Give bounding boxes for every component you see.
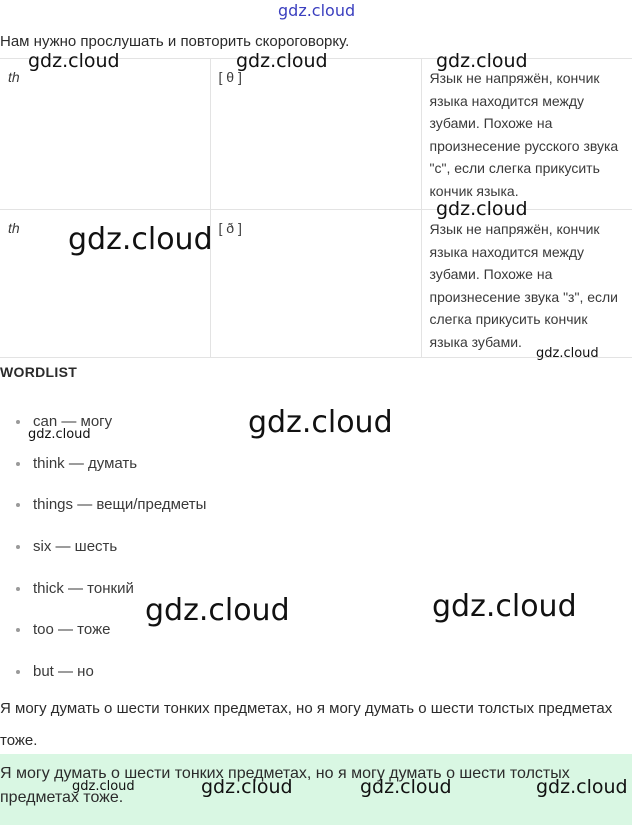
watermark: gdz.cloud	[536, 346, 599, 361]
wordlist-heading: WORDLIST	[0, 364, 78, 380]
phonetics-table	[0, 58, 632, 358]
watermark: gdz.cloud	[436, 50, 528, 72]
watermark: gdz.cloud	[68, 222, 213, 257]
site-logo[interactable]: gdz.cloud	[278, 1, 356, 20]
translation-text: Я могу думать о шести тонких предметах, но я могу думать о шести толстых предметах тоже.	[0, 700, 613, 749]
watermark: gdz.cloud	[28, 427, 91, 442]
watermark: gdz.cloud	[248, 405, 393, 440]
wordlist	[0, 412, 206, 704]
intro-text: Нам нужно прослушать и повторить скороговорку.	[0, 33, 350, 50]
watermark: gdz.cloud	[201, 776, 293, 798]
sound-cell: [ θ ]	[210, 59, 421, 210]
watermark: gdz.cloud	[436, 198, 528, 220]
answer-text: Я могу думать о шести тонких предметах, но я могу думать о шести толстых предметах тоже.	[0, 765, 570, 806]
letters-cell: th	[0, 59, 210, 210]
list-item: six — шесть	[0, 537, 206, 579]
watermark: gdz.cloud	[536, 776, 628, 798]
bullet-icon	[16, 628, 20, 632]
description-cell: Язык не напряжён, кончик языка находится между зубами. Похоже на произнесение русского звука "с", если слегка прикусить кончик языка.	[421, 59, 632, 210]
list-item: thick — тонкий	[0, 579, 206, 621]
bullet-icon	[16, 587, 20, 591]
letters-cell: th	[0, 210, 210, 358]
bullet-icon	[16, 670, 20, 674]
watermark: gdz.cloud	[72, 779, 135, 794]
list-item: things — вещи/предметы	[0, 495, 206, 537]
bullet-icon	[16, 503, 20, 507]
watermark: gdz.cloud	[432, 589, 577, 624]
list-item: too — тоже	[0, 620, 206, 662]
description-cell: Язык не напряжён, кончик языка находится между зубами. Похоже на произнесение звука "з", если слегка прикусить кончик языка зубами.	[421, 210, 632, 358]
list-item: but — но	[0, 662, 206, 704]
table-row	[0, 59, 632, 210]
watermark: gdz.cloud	[28, 50, 120, 72]
bullet-icon	[16, 545, 20, 549]
list-item: think — думать	[0, 454, 206, 496]
sound-cell: [ ð ]	[210, 210, 421, 358]
list-item: can — могу	[0, 412, 206, 454]
watermark: gdz.cloud	[145, 593, 290, 628]
watermark: gdz.cloud	[360, 776, 452, 798]
bullet-icon	[16, 420, 20, 424]
watermark: gdz.cloud	[236, 50, 328, 72]
bullet-icon	[16, 462, 20, 466]
